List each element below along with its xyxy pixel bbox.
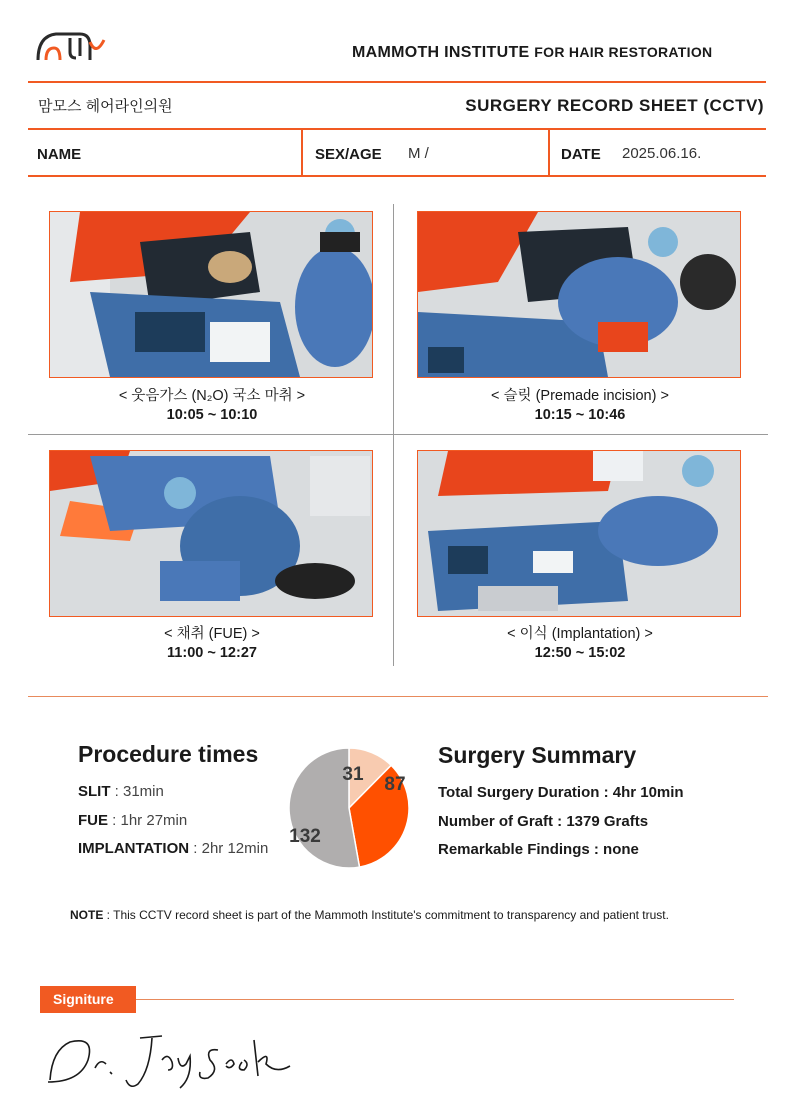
step-time: 10:05 ~ 10:10 <box>166 407 258 423</box>
step-caption <box>417 625 743 663</box>
step-caption <box>49 625 375 663</box>
mammoth-logo-icon <box>36 28 108 64</box>
procedure-row-slit <box>78 783 164 800</box>
date-value: 2025.06.16. <box>622 145 702 162</box>
step-time: 10:15 ~ 10:46 <box>534 407 626 423</box>
field-separator <box>548 129 550 176</box>
section-divider <box>28 696 768 697</box>
procedure-value: : 1hr 27min <box>108 812 188 829</box>
step-title: < 이식 (Implantation) > <box>507 626 653 642</box>
field-row-bottom-border <box>28 175 766 177</box>
procedure-row-implantation <box>78 840 268 857</box>
step-title: < 웃음가스 (N₂O) 국소 마취 > <box>118 388 306 404</box>
procedure-row-fue <box>78 812 187 829</box>
sexage-label: SEX/AGE <box>315 146 382 163</box>
procedure-label: FUE <box>78 812 108 829</box>
summary-duration: Total Surgery Duration : 4hr 10min <box>438 784 684 801</box>
date-label: DATE <box>561 146 601 163</box>
summary-title: Surgery Summary <box>438 742 637 768</box>
field-separator <box>301 129 303 176</box>
cctv-photo-implantation <box>417 450 741 617</box>
procedure-pie-chart <box>287 746 411 870</box>
procedure-label: SLIT <box>78 783 111 800</box>
note-label: NOTE <box>70 908 104 922</box>
field-row-top-border <box>28 128 766 130</box>
step-title: < 채취 (FUE) > <box>164 626 260 642</box>
cctv-photo-fue <box>49 450 373 617</box>
institute-name: MAMMOTH INSTITUTE FOR HAIR RESTORATION <box>352 44 713 61</box>
note-body: : This CCTV record sheet is part of the Mammoth Institute's commitment to transparency and patient trust. <box>103 908 669 922</box>
header-divider <box>28 81 766 83</box>
pie-label: 87 <box>384 774 406 795</box>
grid-horizontal-divider <box>28 434 768 435</box>
step-time: 12:50 ~ 15:02 <box>534 645 626 661</box>
step-caption <box>49 387 375 425</box>
sheet-title: SURGERY RECORD SHEET (CCTV) <box>465 96 764 115</box>
procedure-value: : 2hr 12min <box>189 840 269 857</box>
summary-grafts: Number of Graft : 1379 Grafts <box>438 813 649 830</box>
pie-label: 31 <box>342 764 364 785</box>
procedure-title: Procedure times <box>78 741 259 767</box>
cctv-photo-anesthesia <box>49 211 373 378</box>
note-text <box>70 908 669 922</box>
signature-badge: Signiture <box>40 986 136 1013</box>
step-time: 11:00 ~ 12:27 <box>167 645 257 661</box>
summary-findings: Remarkable Findings : none <box>438 841 639 858</box>
procedure-label: IMPLANTATION <box>78 840 190 857</box>
signature-line <box>136 999 734 1000</box>
step-caption <box>417 387 743 425</box>
grid-vertical-divider <box>393 204 394 666</box>
sexage-value: M / <box>408 145 429 162</box>
pie-label: 132 <box>289 826 321 847</box>
name-label: NAME <box>37 146 82 163</box>
procedure-value: : 31min <box>110 783 164 800</box>
cctv-photo-slit <box>417 211 741 378</box>
step-title: < 슬릿 (Premade incision) > <box>491 388 669 404</box>
clinic-korean-name: 맘모스 헤어라인의원 <box>38 98 173 115</box>
handwritten-signature <box>40 1030 300 1090</box>
